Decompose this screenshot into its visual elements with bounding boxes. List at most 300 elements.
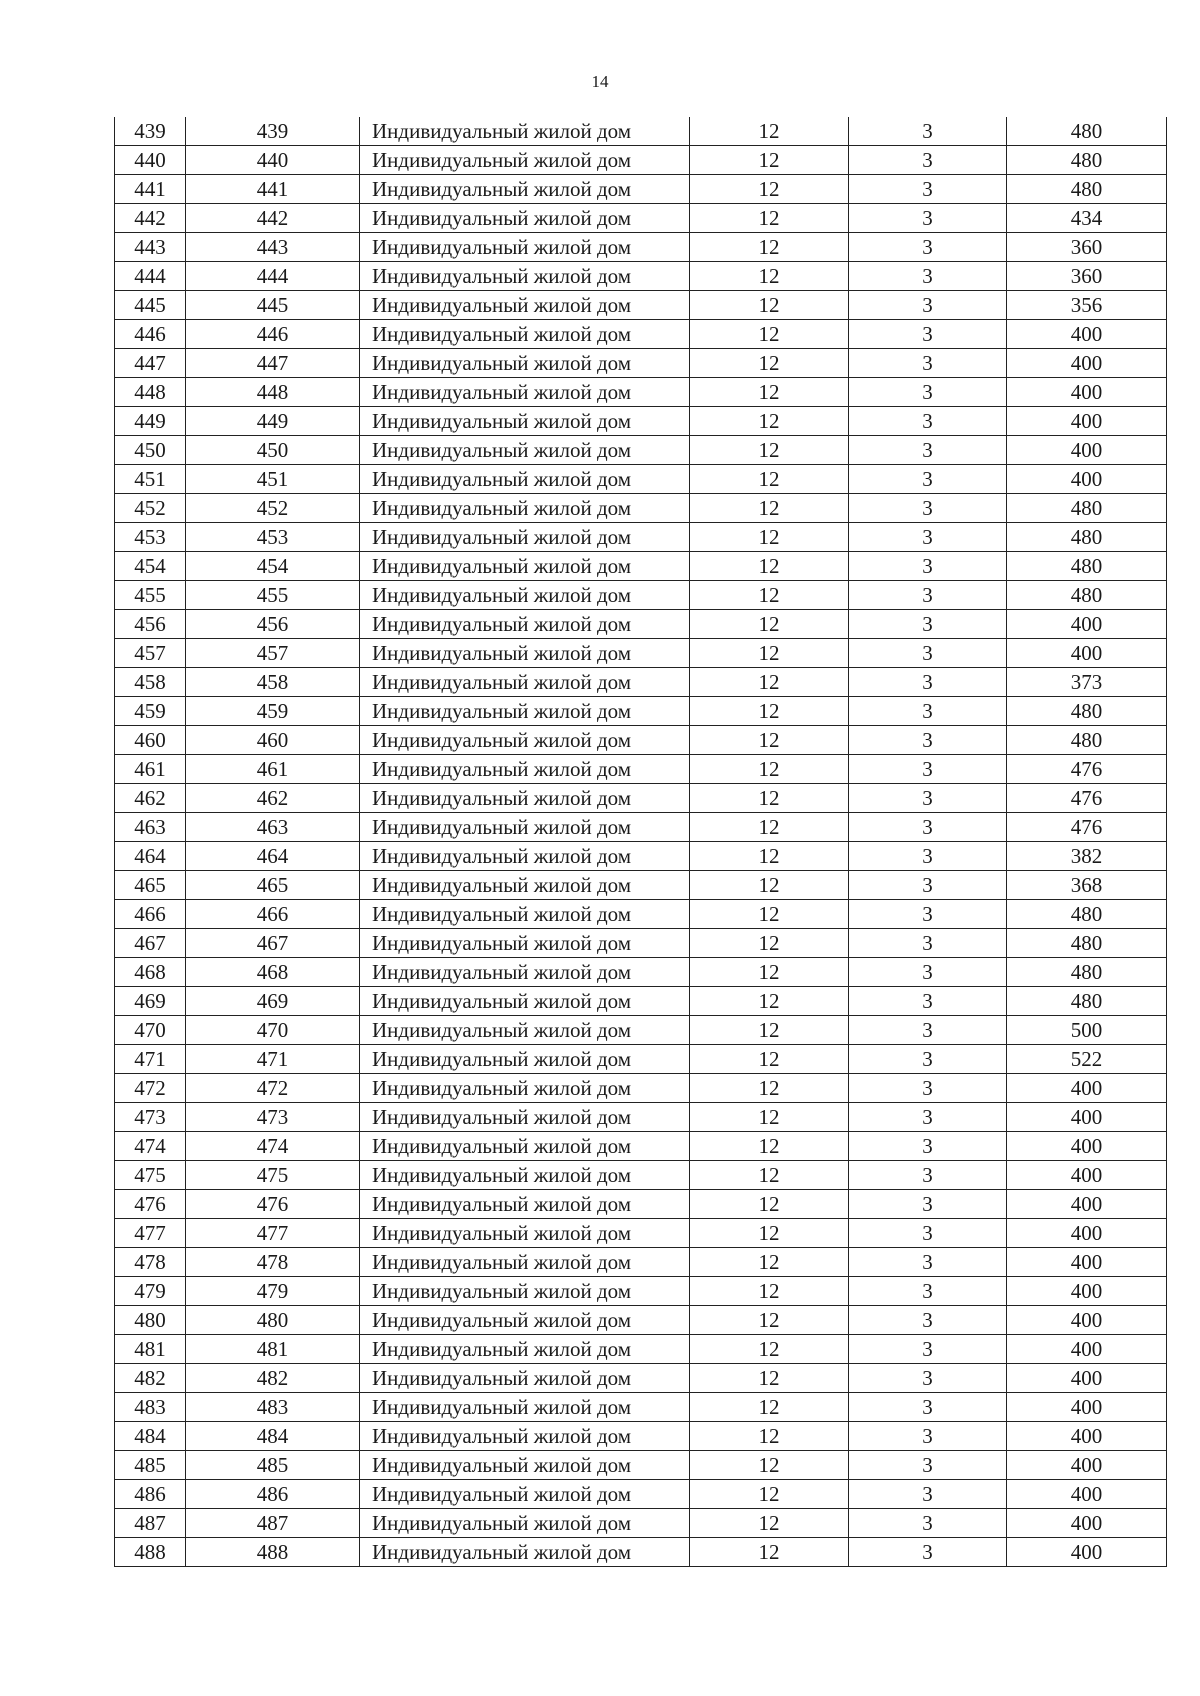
area-cell: 480 [1007, 958, 1167, 987]
plot-number-cell: 485 [186, 1451, 360, 1480]
value-12-cell: 12 [690, 1277, 849, 1306]
object-type-cell: Индивидуальный жилой дом [360, 1509, 690, 1538]
value-3-cell: 3 [849, 1016, 1007, 1045]
table-row [115, 552, 1167, 581]
table-row [115, 1016, 1167, 1045]
object-type-cell: Индивидуальный жилой дом [360, 146, 690, 175]
object-type-cell: Индивидуальный жилой дом [360, 1422, 690, 1451]
plot-number-cell: 450 [186, 436, 360, 465]
value-12-cell: 12 [690, 1132, 849, 1161]
plot-number-cell: 477 [186, 1219, 360, 1248]
value-3-cell: 3 [849, 1364, 1007, 1393]
object-type-cell: Индивидуальный жилой дом [360, 1480, 690, 1509]
value-12-cell: 12 [690, 668, 849, 697]
row-index-cell: 442 [115, 204, 186, 233]
table-row [115, 697, 1167, 726]
area-cell: 480 [1007, 146, 1167, 175]
area-cell: 400 [1007, 1538, 1167, 1567]
row-index-cell: 446 [115, 320, 186, 349]
object-type-cell: Индивидуальный жилой дом [360, 1277, 690, 1306]
value-3-cell: 3 [849, 1335, 1007, 1364]
table-row [115, 320, 1167, 349]
area-cell: 382 [1007, 842, 1167, 871]
row-index-cell: 465 [115, 871, 186, 900]
value-3-cell: 3 [849, 1161, 1007, 1190]
plot-number-cell: 440 [186, 146, 360, 175]
table-row [115, 349, 1167, 378]
value-12-cell: 12 [690, 1161, 849, 1190]
plot-number-cell: 472 [186, 1074, 360, 1103]
value-3-cell: 3 [849, 146, 1007, 175]
area-cell: 480 [1007, 523, 1167, 552]
row-index-cell: 480 [115, 1306, 186, 1335]
value-3-cell: 3 [849, 1277, 1007, 1306]
value-12-cell: 12 [690, 1538, 849, 1567]
table-row [115, 465, 1167, 494]
area-cell: 480 [1007, 552, 1167, 581]
value-12-cell: 12 [690, 1509, 849, 1538]
area-cell: 400 [1007, 349, 1167, 378]
object-type-cell: Индивидуальный жилой дом [360, 262, 690, 291]
area-cell: 400 [1007, 407, 1167, 436]
object-type-cell: Индивидуальный жилой дом [360, 204, 690, 233]
row-index-cell: 475 [115, 1161, 186, 1190]
plot-number-cell: 446 [186, 320, 360, 349]
plot-number-cell: 483 [186, 1393, 360, 1422]
object-type-cell: Индивидуальный жилой дом [360, 1103, 690, 1132]
object-type-cell: Индивидуальный жилой дом [360, 436, 690, 465]
value-12-cell: 12 [690, 175, 849, 204]
table-row [115, 1451, 1167, 1480]
row-index-cell: 481 [115, 1335, 186, 1364]
value-3-cell: 3 [849, 784, 1007, 813]
object-type-cell: Индивидуальный жилой дом [360, 1161, 690, 1190]
plot-number-cell: 463 [186, 813, 360, 842]
value-3-cell: 3 [849, 1248, 1007, 1277]
table-row [115, 378, 1167, 407]
area-cell: 480 [1007, 494, 1167, 523]
object-type-cell: Индивидуальный жилой дом [360, 1364, 690, 1393]
value-3-cell: 3 [849, 1103, 1007, 1132]
object-type-cell: Индивидуальный жилой дом [360, 987, 690, 1016]
row-index-cell: 444 [115, 262, 186, 291]
plot-number-cell: 464 [186, 842, 360, 871]
value-3-cell: 3 [849, 755, 1007, 784]
table-row [115, 842, 1167, 871]
row-index-cell: 448 [115, 378, 186, 407]
value-12-cell: 12 [690, 1219, 849, 1248]
table-row [115, 726, 1167, 755]
object-type-cell: Индивидуальный жилой дом [360, 465, 690, 494]
area-cell: 400 [1007, 1277, 1167, 1306]
table-row [115, 639, 1167, 668]
table-row [115, 610, 1167, 639]
table-row [115, 958, 1167, 987]
area-cell: 400 [1007, 610, 1167, 639]
plot-number-cell: 448 [186, 378, 360, 407]
value-12-cell: 12 [690, 726, 849, 755]
row-index-cell: 451 [115, 465, 186, 494]
row-index-cell: 473 [115, 1103, 186, 1132]
row-index-cell: 440 [115, 146, 186, 175]
object-type-cell: Индивидуальный жилой дом [360, 1248, 690, 1277]
plot-number-cell: 456 [186, 610, 360, 639]
value-3-cell: 3 [849, 233, 1007, 262]
value-3-cell: 3 [849, 291, 1007, 320]
row-index-cell: 443 [115, 233, 186, 262]
plot-number-cell: 478 [186, 1248, 360, 1277]
plot-number-cell: 445 [186, 291, 360, 320]
plot-number-cell: 474 [186, 1132, 360, 1161]
plot-number-cell: 451 [186, 465, 360, 494]
table-row [115, 436, 1167, 465]
plot-number-cell: 449 [186, 407, 360, 436]
plot-number-cell: 470 [186, 1016, 360, 1045]
object-type-cell: Индивидуальный жилой дом [360, 784, 690, 813]
row-index-cell: 453 [115, 523, 186, 552]
plot-number-cell: 469 [186, 987, 360, 1016]
value-12-cell: 12 [690, 1103, 849, 1132]
plot-number-cell: 453 [186, 523, 360, 552]
object-type-cell: Индивидуальный жилой дом [360, 1538, 690, 1567]
value-12-cell: 12 [690, 1480, 849, 1509]
table-row [115, 784, 1167, 813]
table-row [115, 1335, 1167, 1364]
plot-number-cell: 481 [186, 1335, 360, 1364]
value-12-cell: 12 [690, 958, 849, 987]
row-index-cell: 450 [115, 436, 186, 465]
value-3-cell: 3 [849, 407, 1007, 436]
value-12-cell: 12 [690, 987, 849, 1016]
value-3-cell: 3 [849, 1509, 1007, 1538]
area-cell: 400 [1007, 1335, 1167, 1364]
area-cell: 476 [1007, 813, 1167, 842]
table-row [115, 233, 1167, 262]
value-3-cell: 3 [849, 842, 1007, 871]
table-row [115, 900, 1167, 929]
area-cell: 400 [1007, 1509, 1167, 1538]
object-type-cell: Индивидуальный жилой дом [360, 1393, 690, 1422]
object-type-cell: Индивидуальный жилой дом [360, 1074, 690, 1103]
plots-table [114, 117, 1167, 1567]
row-index-cell: 479 [115, 1277, 186, 1306]
area-cell: 400 [1007, 1074, 1167, 1103]
object-type-cell: Индивидуальный жилой дом [360, 900, 690, 929]
value-12-cell: 12 [690, 813, 849, 842]
value-3-cell: 3 [849, 1132, 1007, 1161]
row-index-cell: 455 [115, 581, 186, 610]
row-index-cell: 457 [115, 639, 186, 668]
table-row [115, 523, 1167, 552]
value-12-cell: 12 [690, 900, 849, 929]
row-index-cell: 468 [115, 958, 186, 987]
value-12-cell: 12 [690, 436, 849, 465]
row-index-cell: 460 [115, 726, 186, 755]
row-index-cell: 456 [115, 610, 186, 639]
row-index-cell: 439 [115, 117, 186, 146]
row-index-cell: 452 [115, 494, 186, 523]
value-12-cell: 12 [690, 1190, 849, 1219]
object-type-cell: Индивидуальный жилой дом [360, 581, 690, 610]
value-3-cell: 3 [849, 523, 1007, 552]
object-type-cell: Индивидуальный жилой дом [360, 871, 690, 900]
plot-number-cell: 444 [186, 262, 360, 291]
value-12-cell: 12 [690, 146, 849, 175]
plot-number-cell: 484 [186, 1422, 360, 1451]
table-row [115, 1393, 1167, 1422]
value-12-cell: 12 [690, 1306, 849, 1335]
plot-number-cell: 465 [186, 871, 360, 900]
object-type-cell: Индивидуальный жилой дом [360, 639, 690, 668]
row-index-cell: 445 [115, 291, 186, 320]
area-cell: 480 [1007, 929, 1167, 958]
object-type-cell: Индивидуальный жилой дом [360, 233, 690, 262]
plot-number-cell: 454 [186, 552, 360, 581]
area-cell: 400 [1007, 1190, 1167, 1219]
object-type-cell: Индивидуальный жилой дом [360, 552, 690, 581]
value-12-cell: 12 [690, 117, 849, 146]
area-cell: 476 [1007, 784, 1167, 813]
plots-table-body [115, 117, 1167, 1567]
table-row [115, 1103, 1167, 1132]
value-12-cell: 12 [690, 871, 849, 900]
table-row [115, 871, 1167, 900]
area-cell: 400 [1007, 1364, 1167, 1393]
value-3-cell: 3 [849, 320, 1007, 349]
area-cell: 400 [1007, 639, 1167, 668]
plot-number-cell: 482 [186, 1364, 360, 1393]
object-type-cell: Индивидуальный жилой дом [360, 523, 690, 552]
value-3-cell: 3 [849, 494, 1007, 523]
table-row [115, 668, 1167, 697]
value-12-cell: 12 [690, 755, 849, 784]
value-3-cell: 3 [849, 378, 1007, 407]
value-3-cell: 3 [849, 1451, 1007, 1480]
value-12-cell: 12 [690, 929, 849, 958]
value-3-cell: 3 [849, 465, 1007, 494]
value-3-cell: 3 [849, 813, 1007, 842]
value-12-cell: 12 [690, 465, 849, 494]
area-cell: 400 [1007, 1480, 1167, 1509]
value-12-cell: 12 [690, 523, 849, 552]
plot-number-cell: 487 [186, 1509, 360, 1538]
plot-number-cell: 476 [186, 1190, 360, 1219]
value-3-cell: 3 [849, 610, 1007, 639]
row-index-cell: 461 [115, 755, 186, 784]
row-index-cell: 486 [115, 1480, 186, 1509]
object-type-cell: Индивидуальный жилой дом [360, 1335, 690, 1364]
value-3-cell: 3 [849, 871, 1007, 900]
value-3-cell: 3 [849, 1219, 1007, 1248]
plot-number-cell: 473 [186, 1103, 360, 1132]
area-cell: 480 [1007, 900, 1167, 929]
object-type-cell: Индивидуальный жилой дом [360, 813, 690, 842]
value-12-cell: 12 [690, 639, 849, 668]
value-12-cell: 12 [690, 1045, 849, 1074]
value-3-cell: 3 [849, 639, 1007, 668]
area-cell: 360 [1007, 233, 1167, 262]
value-3-cell: 3 [849, 175, 1007, 204]
object-type-cell: Индивидуальный жилой дом [360, 117, 690, 146]
row-index-cell: 467 [115, 929, 186, 958]
object-type-cell: Индивидуальный жилой дом [360, 929, 690, 958]
row-index-cell: 454 [115, 552, 186, 581]
table-row [115, 987, 1167, 1016]
table-row [115, 175, 1167, 204]
value-3-cell: 3 [849, 1393, 1007, 1422]
row-index-cell: 484 [115, 1422, 186, 1451]
row-index-cell: 447 [115, 349, 186, 378]
value-12-cell: 12 [690, 610, 849, 639]
plot-number-cell: 480 [186, 1306, 360, 1335]
plot-number-cell: 441 [186, 175, 360, 204]
object-type-cell: Индивидуальный жилой дом [360, 842, 690, 871]
object-type-cell: Индивидуальный жилой дом [360, 1306, 690, 1335]
area-cell: 480 [1007, 697, 1167, 726]
value-3-cell: 3 [849, 581, 1007, 610]
plot-number-cell: 466 [186, 900, 360, 929]
plot-number-cell: 458 [186, 668, 360, 697]
area-cell: 480 [1007, 987, 1167, 1016]
area-cell: 500 [1007, 1016, 1167, 1045]
value-3-cell: 3 [849, 697, 1007, 726]
value-3-cell: 3 [849, 1422, 1007, 1451]
area-cell: 400 [1007, 378, 1167, 407]
object-type-cell: Индивидуальный жилой дом [360, 1045, 690, 1074]
value-3-cell: 3 [849, 1190, 1007, 1219]
value-3-cell: 3 [849, 1480, 1007, 1509]
value-12-cell: 12 [690, 291, 849, 320]
area-cell: 400 [1007, 436, 1167, 465]
value-3-cell: 3 [849, 1074, 1007, 1103]
area-cell: 400 [1007, 320, 1167, 349]
area-cell: 434 [1007, 204, 1167, 233]
row-index-cell: 463 [115, 813, 186, 842]
row-index-cell: 477 [115, 1219, 186, 1248]
plot-number-cell: 455 [186, 581, 360, 610]
row-index-cell: 488 [115, 1538, 186, 1567]
row-index-cell: 471 [115, 1045, 186, 1074]
table-row [115, 1277, 1167, 1306]
value-3-cell: 3 [849, 929, 1007, 958]
value-3-cell: 3 [849, 1306, 1007, 1335]
table-row [115, 407, 1167, 436]
object-type-cell: Индивидуальный жилой дом [360, 320, 690, 349]
object-type-cell: Индивидуальный жилой дом [360, 407, 690, 436]
value-3-cell: 3 [849, 987, 1007, 1016]
plot-number-cell: 475 [186, 1161, 360, 1190]
table-row [115, 204, 1167, 233]
value-12-cell: 12 [690, 1451, 849, 1480]
value-3-cell: 3 [849, 262, 1007, 291]
object-type-cell: Индивидуальный жилой дом [360, 958, 690, 987]
row-index-cell: 441 [115, 175, 186, 204]
row-index-cell: 449 [115, 407, 186, 436]
table-row [115, 755, 1167, 784]
table-row [115, 1132, 1167, 1161]
row-index-cell: 464 [115, 842, 186, 871]
area-cell: 400 [1007, 1161, 1167, 1190]
area-cell: 400 [1007, 1103, 1167, 1132]
table-row [115, 1190, 1167, 1219]
table-row [115, 1306, 1167, 1335]
area-cell: 480 [1007, 581, 1167, 610]
value-12-cell: 12 [690, 320, 849, 349]
row-index-cell: 483 [115, 1393, 186, 1422]
value-3-cell: 3 [849, 349, 1007, 378]
value-12-cell: 12 [690, 842, 849, 871]
area-cell: 373 [1007, 668, 1167, 697]
table-row [115, 146, 1167, 175]
plot-number-cell: 462 [186, 784, 360, 813]
value-12-cell: 12 [690, 233, 849, 262]
table-row [115, 1422, 1167, 1451]
object-type-cell: Индивидуальный жилой дом [360, 755, 690, 784]
object-type-cell: Индивидуальный жилой дом [360, 1451, 690, 1480]
plot-number-cell: 461 [186, 755, 360, 784]
value-3-cell: 3 [849, 958, 1007, 987]
object-type-cell: Индивидуальный жилой дом [360, 175, 690, 204]
plot-number-cell: 457 [186, 639, 360, 668]
value-12-cell: 12 [690, 378, 849, 407]
value-12-cell: 12 [690, 552, 849, 581]
value-12-cell: 12 [690, 1364, 849, 1393]
value-3-cell: 3 [849, 204, 1007, 233]
plot-number-cell: 459 [186, 697, 360, 726]
row-index-cell: 478 [115, 1248, 186, 1277]
value-3-cell: 3 [849, 668, 1007, 697]
plot-number-cell: 447 [186, 349, 360, 378]
table-row [115, 1248, 1167, 1277]
area-cell: 400 [1007, 1306, 1167, 1335]
row-index-cell: 476 [115, 1190, 186, 1219]
area-cell: 400 [1007, 1219, 1167, 1248]
value-12-cell: 12 [690, 581, 849, 610]
area-cell: 400 [1007, 1393, 1167, 1422]
object-type-cell: Индивидуальный жилой дом [360, 494, 690, 523]
value-3-cell: 3 [849, 1538, 1007, 1567]
plot-number-cell: 486 [186, 1480, 360, 1509]
plot-number-cell: 488 [186, 1538, 360, 1567]
row-index-cell: 470 [115, 1016, 186, 1045]
plot-number-cell: 443 [186, 233, 360, 262]
table-row [115, 1364, 1167, 1393]
value-12-cell: 12 [690, 697, 849, 726]
value-12-cell: 12 [690, 204, 849, 233]
plot-number-cell: 479 [186, 1277, 360, 1306]
plot-number-cell: 439 [186, 117, 360, 146]
value-12-cell: 12 [690, 262, 849, 291]
value-3-cell: 3 [849, 552, 1007, 581]
value-12-cell: 12 [690, 1016, 849, 1045]
value-12-cell: 12 [690, 784, 849, 813]
area-cell: 476 [1007, 755, 1167, 784]
value-3-cell: 3 [849, 726, 1007, 755]
table-row [115, 1538, 1167, 1567]
value-12-cell: 12 [690, 349, 849, 378]
value-12-cell: 12 [690, 494, 849, 523]
plot-number-cell: 468 [186, 958, 360, 987]
page-number: 14 [591, 72, 609, 91]
row-index-cell: 459 [115, 697, 186, 726]
value-12-cell: 12 [690, 1074, 849, 1103]
plot-number-cell: 467 [186, 929, 360, 958]
value-3-cell: 3 [849, 117, 1007, 146]
value-12-cell: 12 [690, 1248, 849, 1277]
table-row [115, 813, 1167, 842]
value-3-cell: 3 [849, 436, 1007, 465]
plot-number-cell: 460 [186, 726, 360, 755]
